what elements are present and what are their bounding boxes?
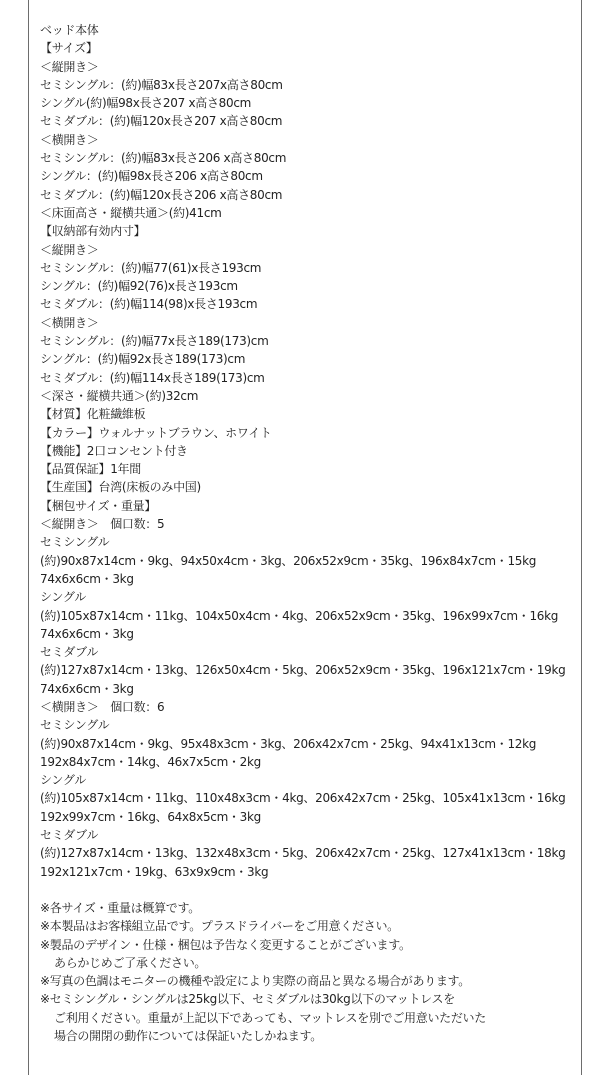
spec-line: (約)127x87x14cm・13kg、126x50x4cm・5kg、206x52x9cm・35kg、196x121x7cm・19kg <box>40 663 566 678</box>
spec-line: セミシングル：(約)幅83x長さ207x高さ80cm <box>40 77 283 92</box>
spec-line: セミシングル：(約)幅83x長さ206 x高さ80cm <box>40 151 287 166</box>
spec-line: シングル <box>40 590 86 605</box>
spec-line: セミシングル <box>40 535 110 550</box>
spec-line: (約)90x87x14cm・9kg、94x50x4cm・3kg、206x52x9cm・35kg、196x84x7cm・15kg <box>40 553 537 568</box>
spec-line: シングル：(約)幅98x長さ206 x高さ80cm <box>40 169 263 184</box>
note-line: あらかじめご了承ください。 <box>54 955 207 970</box>
spec-heading-size: 【サイズ】 <box>40 41 98 56</box>
spec-subheading-horizontal-parcels: ＜横開き＞ 個口数：6 <box>40 699 165 714</box>
note-line: ※各サイズ・重量は概算です。 <box>40 900 200 915</box>
note-line: ※製品のデザイン・仕様・梱包は予告なく変更することがございます。 <box>40 937 411 952</box>
spec-line: シングル <box>40 773 86 788</box>
spec-line-product: ベッド本体 <box>40 23 99 37</box>
spec-line: (約)105x87x14cm・11kg、110x48x3cm・4kg、206x42x7cm・25kg、105x41x13cm・16kg <box>40 791 566 806</box>
spec-line: セミシングル：(約)幅77x長さ189(173)cm <box>40 334 269 349</box>
spec-line: (約)90x87x14cm・9kg、95x48x3cm・3kg、206x42x7cm・25kg、94x41x13cm・12kg <box>40 736 537 751</box>
spec-subheading-horizontal: ＜横開き＞ <box>40 132 99 147</box>
spec-line: 74x6x6cm・3kg <box>40 681 134 696</box>
spec-origin: 【生産国】台湾(床板のみ中国) <box>40 480 201 495</box>
spec-line: 192x121x7cm・19kg、63x9x9cm・3kg <box>40 864 269 879</box>
notes-section <box>40 899 580 1045</box>
spec-function: 【機能】2口コンセント付き <box>40 443 188 458</box>
spec-warranty: 【品質保証】1年間 <box>40 462 141 477</box>
spec-line: セミダブル：(約)幅120x長さ207 x高さ80cm <box>40 114 283 129</box>
note-line: ※写真の色調はモニターの機種や設定により実際の商品と異なる場合があります。 <box>40 974 470 989</box>
spec-line: セミダブル：(約)幅120x長さ206 x高さ80cm <box>40 187 283 202</box>
spec-line: 192x99x7cm・16kg、64x8x5cm・3kg <box>40 809 261 824</box>
spec-line: セミダブル：(約)幅114x長さ189(173)cm <box>40 370 265 385</box>
spec-color: 【カラー】ウォルナットブラウン、ホワイト <box>40 425 272 440</box>
spec-document <box>40 21 580 1045</box>
note-line: 場合の開閉の動作については保証いたしかねます。 <box>54 1029 322 1044</box>
spec-line-floor-height: ＜床面高さ・縦横共通＞(約)41cm <box>40 205 222 220</box>
spec-line: セミダブル <box>40 828 99 843</box>
spec-line: セミダブル <box>40 645 99 660</box>
spec-material: 【材質】化粧繊維板 <box>40 407 146 422</box>
spec-line: (約)105x87x14cm・11kg、104x50x4cm・4kg、206x52x9cm・35kg、196x99x7cm・16kg <box>40 608 559 623</box>
spec-line-depth: ＜深さ・縦横共通＞(約)32cm <box>40 388 199 403</box>
spec-line: シングル(約)幅98x長さ207 x高さ80cm <box>40 96 252 111</box>
spec-line: セミダブル：(約)幅114(98)x長さ193cm <box>40 297 258 312</box>
spec-heading-packaging: 【梱包サイズ・重量】 <box>40 498 157 513</box>
spec-line: 74x6x6cm・3kg <box>40 626 134 641</box>
note-line: ※セミシングル・シングルは25kg以下、セミダブルは30kg以下のマットレスを <box>40 992 455 1007</box>
section-spacer <box>40 881 580 899</box>
spec-line: セミシングル <box>40 718 110 733</box>
spec-line: (約)127x87x14cm・13kg、132x48x3cm・5kg、206x42x7cm・25kg、127x41x13cm・18kg <box>40 846 566 861</box>
spec-line: 74x6x6cm・3kg <box>40 571 134 586</box>
spec-subheading-vertical: ＜縦開き＞ <box>40 59 99 74</box>
spec-section <box>40 21 580 881</box>
spec-subheading-horizontal: ＜横開き＞ <box>40 315 99 330</box>
spec-heading-storage: 【収納部有効内寸】 <box>40 224 146 239</box>
spec-line: シングル：(約)幅92(76)x長さ193cm <box>40 279 238 294</box>
spec-line: 192x84x7cm・14kg、46x7x5cm・2kg <box>40 754 261 769</box>
spec-subheading-vertical-parcels: ＜縦開き＞ 個口数：5 <box>40 517 165 532</box>
spec-subheading-vertical: ＜縦開き＞ <box>40 242 99 257</box>
note-line: ※本製品はお客様組立品です。プラスドライバーをご用意ください。 <box>40 919 399 934</box>
note-line: ご利用ください。重量が上記以下であっても、マットレスを別でご用意いただいた <box>54 1010 486 1025</box>
spec-line: セミシングル：(約)幅77(61)x長さ193cm <box>40 260 262 275</box>
spec-line: シングル：(約)幅92x長さ189(173)cm <box>40 352 246 367</box>
